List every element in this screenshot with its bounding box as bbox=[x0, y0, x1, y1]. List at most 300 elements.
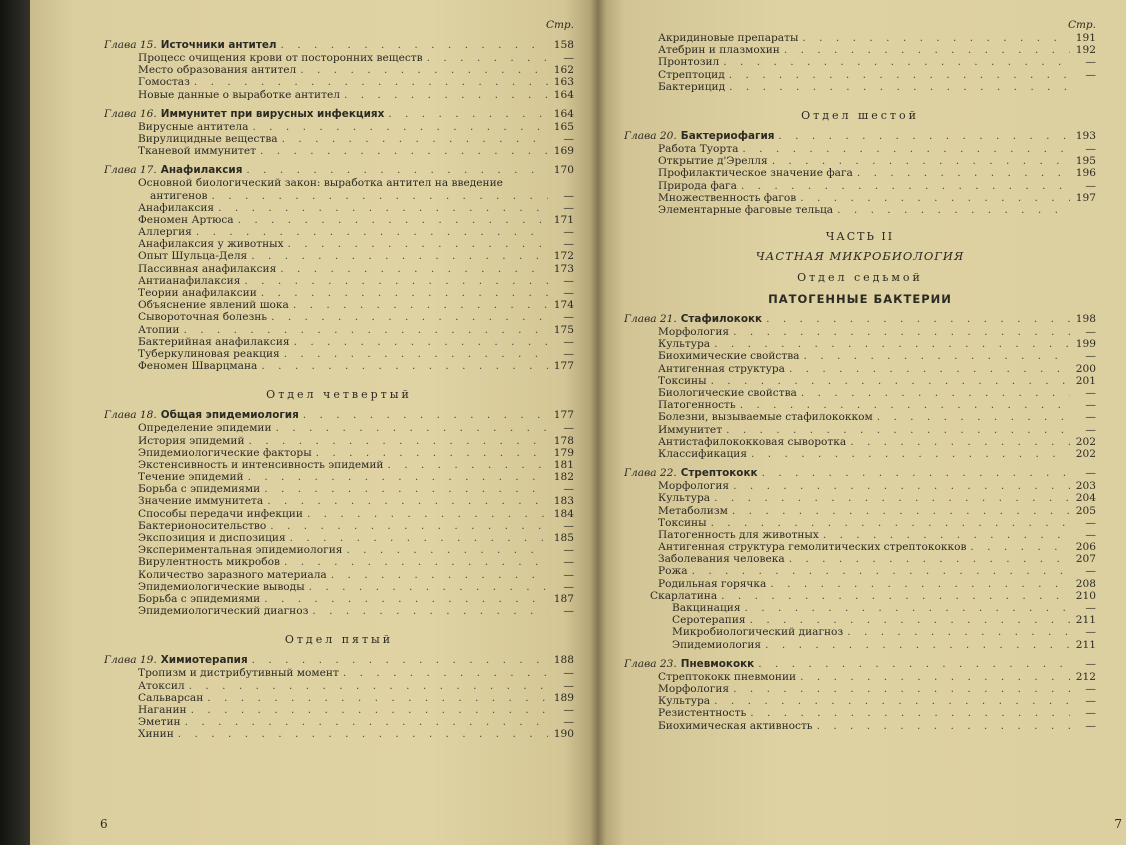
entry-title: Серотерапия bbox=[672, 614, 746, 627]
section-heading: Отдел четвертый bbox=[266, 388, 412, 402]
page-number: 6 bbox=[100, 817, 108, 831]
dot-leader bbox=[343, 667, 548, 679]
entry-title: Открытие д'Эрелля bbox=[658, 155, 768, 168]
page-column-label: Стр. bbox=[1067, 19, 1096, 31]
entry-title: Течение эпидемий bbox=[138, 471, 244, 484]
entry-title: Резистентность bbox=[658, 707, 747, 720]
entry-title: Пассивная анафилаксия bbox=[138, 262, 277, 275]
entry-title: Морфология bbox=[658, 326, 730, 339]
toc-entry bbox=[624, 338, 1096, 350]
toc-entry bbox=[104, 692, 574, 704]
toc-entry bbox=[624, 671, 1096, 683]
entry-page-number: — bbox=[563, 544, 574, 557]
toc-block bbox=[624, 130, 1096, 216]
dot-leader bbox=[331, 569, 548, 581]
entry-title: Основной биологический закон: выработка антител на введение bbox=[138, 177, 503, 190]
entry-title: Иммунитет bbox=[658, 423, 723, 436]
toc-block bbox=[624, 32, 1096, 93]
toc-entry bbox=[624, 155, 1096, 167]
toc-entry bbox=[104, 52, 574, 64]
entry-title: Теории анафилаксии bbox=[138, 287, 257, 299]
chapter-label: Глава 16. bbox=[104, 107, 157, 120]
entry-page-number: 184 bbox=[553, 507, 574, 520]
entry-page-number: 171 bbox=[553, 213, 574, 226]
toc-entry bbox=[104, 447, 574, 459]
toc-entry bbox=[104, 520, 574, 532]
dot-leader bbox=[281, 39, 548, 52]
toc-entry bbox=[104, 89, 574, 101]
dot-leader bbox=[733, 480, 1070, 492]
entry-page-number: — bbox=[563, 605, 574, 618]
entry-page-number: — bbox=[1085, 387, 1096, 399]
entry-page-number: 207 bbox=[1075, 553, 1096, 566]
dot-leader bbox=[248, 471, 548, 483]
toc-entry bbox=[624, 350, 1096, 362]
dot-leader bbox=[293, 299, 548, 311]
entry-title: Вакцинация bbox=[672, 602, 741, 614]
toc-chapter-entry bbox=[624, 658, 1096, 671]
entry-page-number: — bbox=[1085, 68, 1096, 81]
dot-leader bbox=[729, 81, 1070, 93]
entry-title: Профилактическое значение фага bbox=[658, 167, 853, 180]
entry-page-number: 195 bbox=[1075, 155, 1096, 168]
entry-title: Сальварсан bbox=[138, 691, 204, 704]
toc-entry bbox=[104, 459, 574, 471]
chapter-label: Глава 18. bbox=[104, 409, 157, 422]
chapter-title: Бактериофагия bbox=[680, 129, 775, 142]
toc-entry bbox=[624, 590, 1096, 602]
toc-entry bbox=[624, 602, 1096, 614]
entry-title: Эпидемиология bbox=[672, 638, 762, 651]
entry-page-number: — bbox=[563, 716, 574, 729]
entry-page-number: — bbox=[563, 311, 574, 324]
dot-leader bbox=[847, 626, 1070, 638]
toc-entry bbox=[104, 76, 574, 88]
dot-leader bbox=[762, 467, 1070, 480]
entry-page-number: — bbox=[1085, 682, 1096, 695]
dot-leader bbox=[280, 263, 548, 275]
entry-page-number: — bbox=[563, 667, 574, 680]
entry-title: Борьба с эпидемиями bbox=[138, 483, 261, 496]
dot-leader bbox=[270, 520, 548, 532]
entry-page-number: 158 bbox=[553, 39, 574, 51]
dot-leader bbox=[733, 683, 1070, 695]
dot-leader bbox=[207, 692, 548, 704]
dot-leader bbox=[264, 483, 548, 495]
entry-title: Вирусные антитела bbox=[138, 120, 249, 133]
dot-leader bbox=[261, 287, 548, 299]
entry-title: Родильная горячка bbox=[658, 577, 767, 590]
entry-page-number: — bbox=[1085, 56, 1096, 69]
entry-title: Значение иммунитета bbox=[138, 495, 264, 508]
entry-page-number: 178 bbox=[553, 434, 574, 447]
entry-title: Атопии bbox=[138, 323, 180, 336]
entry-page-number: — bbox=[563, 226, 574, 239]
dot-leader bbox=[196, 226, 548, 238]
chapter-label: Глава 23. bbox=[624, 657, 677, 670]
toc-entry bbox=[104, 581, 574, 593]
entry-title: антигенов bbox=[150, 189, 208, 202]
dot-leader bbox=[312, 605, 548, 617]
toc-entry bbox=[624, 204, 1096, 216]
toc-entry bbox=[104, 177, 574, 189]
toc-block bbox=[104, 39, 574, 372]
page-column-label: Стр. bbox=[545, 19, 574, 31]
chapter-label: Глава 22. bbox=[624, 467, 677, 480]
dot-leader bbox=[388, 108, 548, 121]
toc-entry bbox=[104, 593, 574, 605]
dot-leader bbox=[714, 492, 1070, 504]
dot-leader bbox=[261, 360, 548, 372]
toc-block bbox=[104, 409, 574, 617]
dot-leader bbox=[804, 350, 1071, 362]
dot-leader bbox=[252, 121, 548, 133]
dot-leader bbox=[721, 590, 1070, 602]
entry-title: Бактерийная анафилаксия bbox=[138, 335, 290, 348]
section-heading: Отдел седьмой bbox=[797, 271, 923, 285]
entry-page-number: — bbox=[563, 519, 574, 532]
entry-title: Определение эпидемии bbox=[138, 422, 272, 435]
section-heading: Отдел пятый bbox=[284, 633, 394, 647]
toc-entry bbox=[624, 529, 1096, 541]
entry-page-number: 164 bbox=[553, 88, 574, 101]
dot-leader bbox=[740, 399, 1070, 411]
toc-entry bbox=[624, 411, 1096, 423]
toc-entry bbox=[624, 639, 1096, 651]
entry-title: Биологические свойства bbox=[658, 387, 797, 399]
dot-leader bbox=[801, 387, 1070, 399]
entry-title: Биохимические свойства bbox=[658, 350, 800, 363]
dot-leader bbox=[346, 544, 548, 556]
entry-page-number: 202 bbox=[1075, 447, 1096, 460]
toc-entry bbox=[624, 32, 1096, 44]
entry-page-number: 175 bbox=[553, 323, 574, 336]
entry-title: Экспозиция и диспозиция bbox=[138, 532, 286, 544]
toc-entry bbox=[624, 399, 1096, 411]
toc-entry bbox=[104, 508, 574, 520]
dot-leader bbox=[288, 238, 548, 250]
toc-entry bbox=[624, 167, 1096, 179]
dot-leader bbox=[260, 145, 548, 157]
entry-title: Опыт Шульца-Деля bbox=[138, 250, 248, 263]
toc-entry bbox=[624, 480, 1096, 492]
dot-leader bbox=[251, 250, 548, 262]
dot-leader bbox=[264, 593, 548, 605]
chapter-title: Источники антител bbox=[160, 39, 277, 51]
entry-title: Хинин bbox=[138, 728, 174, 741]
entry-page-number: — bbox=[1085, 516, 1096, 529]
toc-entry bbox=[104, 250, 574, 262]
entry-page-number: 210 bbox=[1075, 589, 1096, 602]
entry-title: Эпидемиологический диагноз bbox=[138, 605, 309, 618]
entry-title: Туберкулиновая реакция bbox=[138, 347, 280, 360]
entry-page-number: 177 bbox=[553, 409, 574, 422]
dot-leader bbox=[714, 338, 1070, 350]
toc-entry bbox=[624, 707, 1096, 719]
entry-page-number: — bbox=[563, 422, 574, 435]
entry-title: Сывороточная болезнь bbox=[138, 311, 268, 324]
section-heading: Отдел шестой bbox=[801, 108, 919, 122]
toc-entry bbox=[104, 238, 574, 250]
toc-entry bbox=[104, 556, 574, 568]
entry-title: Культура bbox=[658, 695, 711, 708]
toc-chapter-entry bbox=[104, 108, 574, 121]
entry-page-number: — bbox=[563, 568, 574, 581]
entry-page-number: 173 bbox=[553, 262, 574, 275]
dot-leader bbox=[316, 447, 548, 459]
dot-leader bbox=[267, 495, 548, 507]
dot-leader bbox=[817, 720, 1070, 732]
toc-entry bbox=[104, 495, 574, 507]
toc-entry bbox=[104, 275, 574, 287]
entry-page-number: — bbox=[563, 335, 574, 348]
entry-title: Бактерицид bbox=[658, 80, 726, 93]
entry-title: Экстенсивность и интенсивность эпидемий bbox=[138, 458, 384, 471]
entry-page-number: — bbox=[1085, 467, 1096, 480]
dot-leader bbox=[711, 517, 1070, 529]
chapter-title: Стафилококк bbox=[680, 313, 763, 326]
entry-page-number: — bbox=[1085, 399, 1096, 412]
dot-leader bbox=[726, 424, 1070, 436]
dot-leader bbox=[212, 190, 548, 202]
toc-entry bbox=[104, 605, 574, 617]
entry-page-number: 197 bbox=[1075, 191, 1096, 204]
section-title: ПАТОГЕННЫЕ БАКТЕРИИ bbox=[768, 292, 952, 307]
entry-title: Аллергия bbox=[138, 226, 192, 239]
toc-entry bbox=[104, 532, 574, 544]
entry-page-number: — bbox=[563, 201, 574, 214]
toc-entry bbox=[624, 492, 1096, 504]
chapter-label: Глава 21. bbox=[624, 313, 677, 326]
entry-page-number: 198 bbox=[1075, 313, 1096, 326]
toc-entry bbox=[104, 680, 574, 692]
toc-entry bbox=[104, 336, 574, 348]
entry-title: История эпидемий bbox=[138, 434, 245, 447]
entry-page-number: 188 bbox=[553, 654, 574, 667]
dot-leader bbox=[857, 167, 1070, 179]
entry-title: Болезни, вызываемые стафилококком bbox=[658, 411, 873, 424]
toc-entry bbox=[104, 544, 574, 556]
toc-entry bbox=[104, 471, 574, 483]
toc-entry bbox=[624, 448, 1096, 460]
toc-entry bbox=[104, 569, 574, 581]
toc-entry bbox=[624, 180, 1096, 192]
entry-title: Стрептококк пневмонии bbox=[658, 670, 797, 683]
entry-page-number: 191 bbox=[1075, 32, 1096, 44]
chapter-title: Общая эпидемиология bbox=[160, 409, 299, 422]
entry-title: Объяснение явлений шока bbox=[138, 299, 289, 312]
entry-page-number: — bbox=[1085, 350, 1096, 363]
chapter-label: Глава 15. bbox=[104, 39, 157, 51]
entry-page-number: 189 bbox=[553, 691, 574, 704]
entry-title: Элементарные фаговые тельца bbox=[658, 203, 834, 216]
entry-page-number: 185 bbox=[553, 532, 574, 544]
dot-leader bbox=[300, 64, 548, 76]
dot-leader bbox=[823, 529, 1070, 541]
toc-chapter-entry bbox=[104, 164, 574, 177]
dot-leader bbox=[770, 578, 1070, 590]
entry-page-number: 183 bbox=[553, 495, 574, 508]
toc-entry bbox=[104, 214, 574, 226]
entry-page-number: — bbox=[563, 347, 574, 360]
entry-page-number: — bbox=[1085, 423, 1096, 436]
entry-page-number: 196 bbox=[1075, 167, 1096, 180]
entry-title: Антианафилаксия bbox=[138, 274, 241, 287]
entry-page-number: — bbox=[563, 274, 574, 287]
entry-page-number: — bbox=[1085, 626, 1096, 639]
dot-leader bbox=[750, 614, 1070, 626]
toc-entry bbox=[624, 614, 1096, 626]
toc-entry bbox=[104, 287, 574, 299]
entry-page-number: 212 bbox=[1075, 670, 1096, 683]
entry-title: Способы передачи инфекции bbox=[138, 507, 303, 520]
entry-title: Рожа bbox=[658, 565, 688, 578]
toc-entry bbox=[624, 695, 1096, 707]
entry-page-number: — bbox=[563, 238, 574, 251]
entry-page-number: — bbox=[1085, 695, 1096, 708]
entry-title: Патогенность для животных bbox=[658, 528, 819, 541]
entry-page-number: — bbox=[563, 287, 574, 299]
toc-entry bbox=[624, 720, 1096, 732]
toc-chapter-entry bbox=[104, 409, 574, 422]
toc-entry bbox=[104, 145, 574, 157]
entry-title: Анафилаксия bbox=[138, 201, 215, 214]
toc-entry bbox=[104, 360, 574, 372]
dot-leader bbox=[218, 202, 548, 214]
dot-leader bbox=[183, 324, 548, 336]
toc-entry bbox=[104, 133, 574, 145]
entry-page-number: 164 bbox=[553, 107, 574, 120]
entry-title: Новые данные о выработке антител bbox=[138, 88, 340, 101]
entry-page-number: — bbox=[563, 189, 574, 202]
entry-page-number: — bbox=[563, 483, 574, 496]
dot-leader bbox=[837, 204, 1070, 216]
entry-page-number: — bbox=[563, 679, 574, 692]
chapter-title: Анафилаксия bbox=[160, 164, 243, 177]
entry-title: Борьба с эпидемиями bbox=[138, 592, 261, 605]
dot-leader bbox=[284, 556, 548, 568]
toc-entry bbox=[624, 541, 1096, 553]
dot-leader bbox=[244, 275, 548, 287]
entry-page-number: — bbox=[1085, 142, 1096, 155]
dot-leader bbox=[772, 155, 1070, 167]
entry-page-number: — bbox=[1085, 411, 1096, 424]
dot-leader bbox=[733, 326, 1070, 338]
dot-leader bbox=[307, 508, 548, 520]
dot-leader bbox=[745, 602, 1070, 614]
entry-page-number: — bbox=[1085, 326, 1096, 339]
entry-title: Биохимическая активность bbox=[658, 719, 813, 732]
entry-title: Атебрин и плазмохин bbox=[658, 44, 780, 57]
toc-entry bbox=[624, 192, 1096, 204]
entry-page-number: 187 bbox=[553, 592, 574, 605]
entry-title: Феномен Шварцмана bbox=[138, 360, 258, 373]
entry-title: Наганин bbox=[138, 703, 187, 716]
entry-page-number: 203 bbox=[1075, 480, 1096, 493]
dot-leader bbox=[276, 422, 548, 434]
entry-page-number: 192 bbox=[1075, 44, 1096, 57]
entry-title: Культура bbox=[658, 492, 711, 505]
dot-leader bbox=[238, 214, 548, 226]
entry-page-number: 200 bbox=[1075, 362, 1096, 375]
dot-leader bbox=[751, 448, 1070, 460]
toc-entry bbox=[104, 716, 574, 728]
chapter-label: Глава 20. bbox=[624, 129, 677, 142]
entry-title: Феномен Артюса bbox=[138, 213, 234, 226]
toc-chapter-entry bbox=[104, 39, 574, 52]
entry-page-number: 174 bbox=[553, 299, 574, 312]
dot-leader bbox=[290, 532, 548, 544]
entry-title: Место образования антител bbox=[138, 64, 297, 77]
dot-leader bbox=[765, 639, 1070, 651]
entry-page-number: 201 bbox=[1075, 374, 1096, 387]
entry-page-number: 204 bbox=[1075, 492, 1096, 505]
toc-entry bbox=[624, 326, 1096, 338]
entry-title: Патогенность bbox=[658, 399, 736, 412]
dot-leader bbox=[252, 654, 548, 667]
entry-page-number: — bbox=[563, 556, 574, 569]
entry-title: Морфология bbox=[658, 480, 730, 493]
toc-entry bbox=[104, 299, 574, 311]
entry-title: Тропизм и дистрибутивный момент bbox=[138, 667, 339, 680]
entry-title: Токсины bbox=[658, 374, 707, 387]
dot-leader bbox=[850, 436, 1070, 448]
toc-entry bbox=[624, 143, 1096, 155]
entry-title: Пронтозил bbox=[658, 56, 720, 69]
toc-entry bbox=[104, 435, 574, 447]
toc-entry bbox=[104, 311, 574, 323]
toc-entry bbox=[624, 578, 1096, 590]
dot-leader bbox=[387, 459, 548, 471]
entry-page-number: — bbox=[1085, 602, 1096, 614]
toc-entry bbox=[624, 387, 1096, 399]
dot-leader bbox=[741, 180, 1070, 192]
dot-leader bbox=[309, 581, 548, 593]
toc-entry bbox=[624, 375, 1096, 387]
dot-leader bbox=[284, 348, 548, 360]
dot-leader bbox=[802, 32, 1070, 44]
toc-entry bbox=[104, 348, 574, 360]
entry-page-number: 199 bbox=[1075, 338, 1096, 351]
toc-entry bbox=[624, 363, 1096, 375]
entry-page-number: 211 bbox=[1075, 638, 1096, 651]
page-number: 7 bbox=[1114, 817, 1122, 831]
entry-title: Экспериментальная эпидемиология bbox=[138, 544, 343, 557]
entry-title: Заболевания человека bbox=[658, 553, 785, 566]
entry-page-number: 165 bbox=[553, 120, 574, 133]
dot-leader bbox=[750, 707, 1070, 719]
entry-title: Работа Туорта bbox=[658, 142, 739, 155]
entry-title: Культура bbox=[658, 338, 711, 351]
entry-title: Антигенная структура bbox=[658, 362, 785, 375]
dot-leader bbox=[732, 505, 1070, 517]
entry-title: Классификация bbox=[658, 447, 748, 460]
chapter-title: Химиотерапия bbox=[160, 654, 248, 667]
book-gutter bbox=[590, 0, 606, 845]
dot-leader bbox=[784, 44, 1070, 56]
entry-title: Стрептоцид bbox=[658, 68, 725, 81]
entry-page-number: 208 bbox=[1075, 577, 1096, 590]
entry-page-number: 182 bbox=[553, 471, 574, 484]
dot-leader bbox=[766, 313, 1070, 326]
entry-title: Множественность фагов bbox=[658, 191, 797, 204]
toc-entry bbox=[104, 704, 574, 716]
toc-entry bbox=[104, 667, 574, 679]
chapter-title: Стрептококк bbox=[680, 467, 758, 480]
dot-leader bbox=[714, 695, 1070, 707]
left-page bbox=[30, 0, 598, 845]
dot-leader bbox=[194, 76, 548, 88]
